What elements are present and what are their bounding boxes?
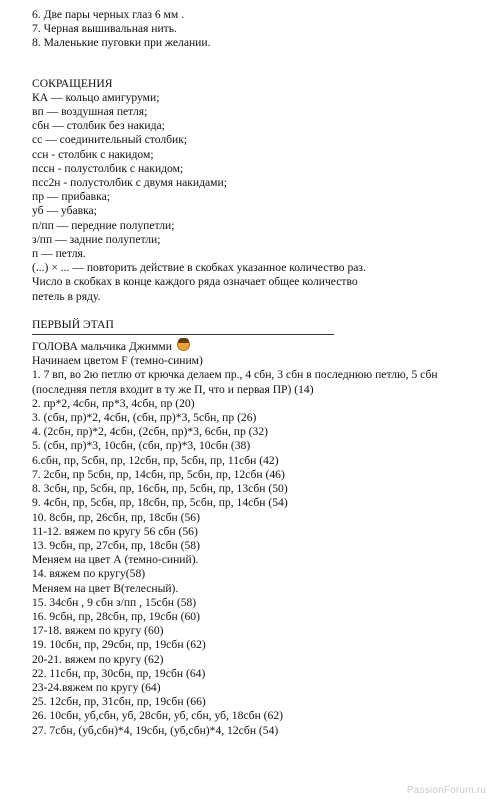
abbreviation-item: уб — убавка; xyxy=(32,204,97,218)
pattern-row: 2. пр*2, 4сбн, пр*3, 4сбн, пр (20) xyxy=(32,396,195,410)
materials-item: 7. Черная вышивальная нить. xyxy=(32,22,177,36)
abbreviations-list xyxy=(32,91,484,304)
materials-list xyxy=(32,8,484,51)
spacer xyxy=(32,304,484,318)
pattern-row: 8. 3сбн, пр, 5сбн, пр, 16сбн, пр, 5сбн, пр, 13сбн (50) xyxy=(32,482,288,496)
spacer xyxy=(32,51,484,77)
materials-item: 6. Две пары черных глаз 6 мм . xyxy=(32,8,184,21)
abbreviation-item: ссн - столбик с накидом; xyxy=(32,147,154,161)
pattern-row: 26. 10сбн, уб,сбн, уб, 28сбн, уб, сбн, уб, 18сбн (62) xyxy=(32,709,283,723)
abbreviation-item: пссн - полустолбик с накидом; xyxy=(32,161,184,175)
pattern-row: 7. 2сбн, пр 5сбн, пр, 14сбн, пр, 5сбн, пр, 12сбн (46) xyxy=(32,467,285,481)
abbreviations-heading: СОКРАЩЕНИЯ xyxy=(32,76,113,90)
pattern-row: 13. 9сбн, пр, 27сбн, пр, 18сбн (58) xyxy=(32,538,200,552)
pattern-row: 4. (2сбн, пр)*2, 4сбн, (2сбн, пр)*3, 6сбн, пр (32) xyxy=(32,425,268,439)
pattern-row: 27. 7сбн, (уб,сбн)*4, 19сбн, (уб,сбн)*4, 12сбн (54) xyxy=(32,723,279,737)
boy-face-emoji-icon xyxy=(177,338,190,351)
pattern-row: Меняем на цвет В(телесный). xyxy=(32,581,179,595)
pattern-rows xyxy=(32,354,484,737)
abbreviation-item: вп — воздушная петля; xyxy=(32,105,148,119)
abbreviation-item: сбн — столбик без накида; xyxy=(32,119,165,133)
pattern-row: 20-21. вяжем по кругу (62) xyxy=(32,652,164,666)
abbreviation-item: петель в ряду. xyxy=(32,289,101,303)
stage-heading: ПЕРВЫЙ ЭТАП xyxy=(32,317,114,331)
abbreviation-item: псс2н - полустолбик с двумя накидами; xyxy=(32,176,227,190)
pattern-row: Меняем на цвет А (темно-синий). xyxy=(32,553,199,567)
abbreviation-item: п — петля. xyxy=(32,247,86,261)
pattern-row: 14. вяжем по кругу(58) xyxy=(32,567,146,581)
pattern-row: 9. 4сбн, пр, 5сбн, пр, 18сбн, пр, 5сбн, пр, 14сбн (54) xyxy=(32,496,288,510)
abbreviation-item: сс — соединительный столбик; xyxy=(32,133,188,147)
abbreviation-item: КА — кольцо амигуруми; xyxy=(32,90,160,104)
pattern-row: 22. 11сбн, пр, 30сбн, пр, 19сбн (64) xyxy=(32,666,206,680)
pattern-row: 17-18. вяжем по кругу (60) xyxy=(32,624,164,638)
abbreviation-item: з/пп — задние полупетли; xyxy=(32,232,161,246)
abbreviation-item: (...) × ... — повторить действие в скобках указанное количество раз. xyxy=(32,261,366,275)
head-title-text: ГОЛОВА мальчика Джимми xyxy=(32,340,172,354)
pattern-row: 11-12. вяжем по кругу 56 сбн (56) xyxy=(32,524,198,538)
materials-item: 8. Маленькие пуговки при желании. xyxy=(32,36,211,50)
pattern-row: Начинаем цветом F (темно-синим) xyxy=(32,354,203,368)
pattern-row: 10. 8сбн, пр, 26сбн, пр, 18сбн (56) xyxy=(32,510,200,524)
pattern-row: (последняя петля входит в ту же П, что и первая ПР) (14) xyxy=(32,382,314,396)
divider xyxy=(32,334,334,335)
document-page xyxy=(32,8,484,738)
pattern-row: 19. 10сбн, пр, 29сбн, пр, 19сбн (62) xyxy=(32,638,206,652)
pattern-row: 16. 9сбн, пр, 28сбн, пр, 19сбн (60) xyxy=(32,609,200,623)
pattern-row: 25. 12сбн, пр, 31сбн, пр, 19сбн (66) xyxy=(32,695,206,709)
abbreviation-item: Число в скобках в конце каждого ряда означает общее количество xyxy=(32,275,358,289)
pattern-row: 15. 34сбн , 9 сбн з/пп , 15сбн (58) xyxy=(32,595,197,609)
abbreviation-item: пр — прибавка; xyxy=(32,190,110,204)
pattern-row: 3. (сбн, пр)*2, 4сбн, (сбн, пр)*3, 5сбн, пр (26) xyxy=(32,411,257,425)
pattern-row: 6.сбн, пр, 5сбн, пр, 12сбн, пр, 5сбн, пр, 11сбн (42) xyxy=(32,453,279,467)
pattern-row: 1. 7 вп, во 2ю петлю от крючка делаем пр., 4 сбн, 3 сбн в последнюю петлю, 5 сбн xyxy=(32,368,438,382)
pattern-row: 23-24.вяжем по кругу (64) xyxy=(32,680,161,694)
section-title xyxy=(32,338,484,354)
pattern-row: 5. (сбн, пр)*3, 10сбн, (сбн, пр)*3, 10сбн (38) xyxy=(32,439,251,453)
watermark-text: PassionForum.ru xyxy=(406,785,486,796)
abbreviation-item: п/пп — передние полупетли; xyxy=(32,218,175,232)
